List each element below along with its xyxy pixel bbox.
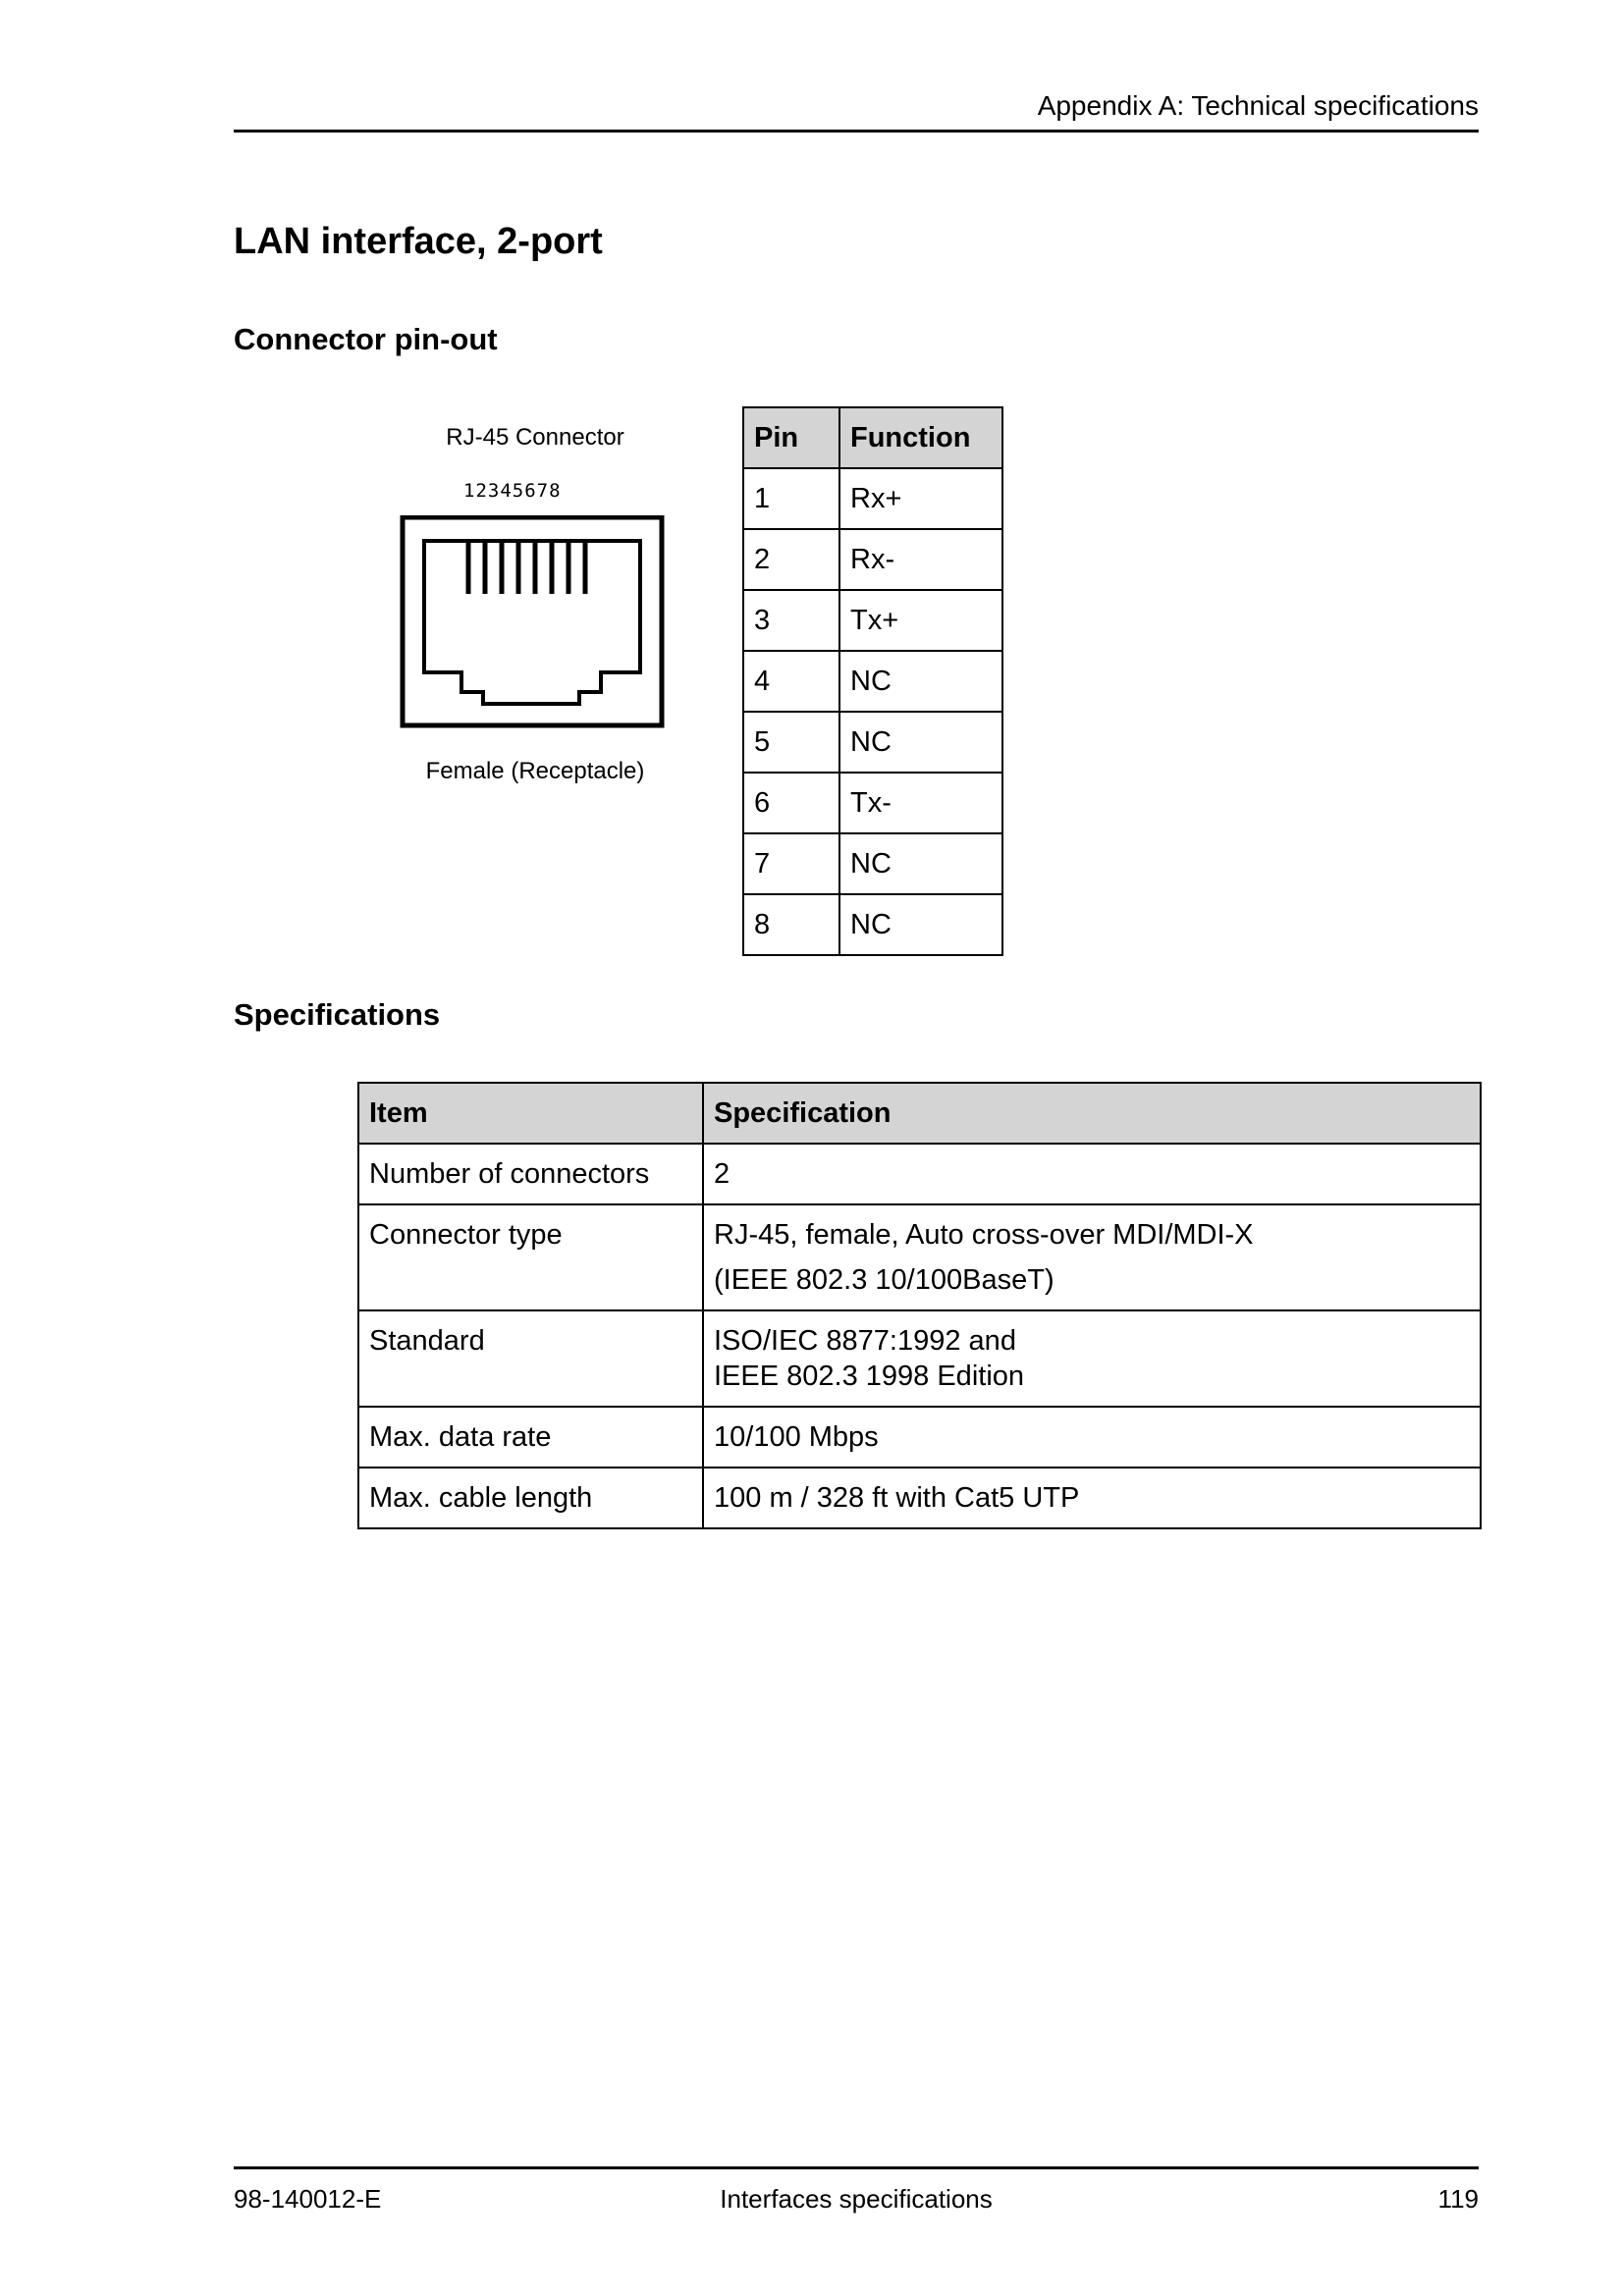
- pin-number: 2: [743, 529, 839, 590]
- pin-number: 3: [743, 590, 839, 651]
- section-title: LAN interface, 2-port: [234, 221, 603, 262]
- page-footer: [234, 2166, 1479, 2218]
- spec-value: [703, 1468, 1481, 1528]
- pinout-header-pin: Pin: [743, 407, 839, 468]
- pin-function: Rx+: [839, 468, 1002, 529]
- table-row: [743, 712, 1002, 773]
- figure-bottom-caption: Female (Receptacle): [425, 758, 645, 784]
- pin-number: 1: [743, 468, 839, 529]
- table-row: [743, 651, 1002, 712]
- receptacle-outer-frame: [403, 517, 662, 725]
- rj45-receptacle-diagram: [393, 515, 677, 771]
- table-row: [358, 1468, 1481, 1528]
- spec-value: [703, 1144, 1481, 1204]
- pin-number: 6: [743, 773, 839, 833]
- pin-function: NC: [839, 833, 1002, 894]
- spec-value-line: 2: [714, 1158, 730, 1190]
- pin-number: 7: [743, 833, 839, 894]
- spec-item: Max. cable length: [358, 1468, 703, 1528]
- figure-top-caption: RJ-45 Connector: [446, 424, 624, 451]
- spec-value-line: IEEE 802.3 1998 Edition: [714, 1361, 1025, 1392]
- table-row: [358, 1407, 1481, 1468]
- footer-chapter: Interfaces specifications: [720, 2184, 993, 2214]
- spec-header-item: Item: [358, 1083, 703, 1144]
- footer-doc-number: 98-140012-E: [234, 2184, 382, 2214]
- spec-item: Max. data rate: [358, 1407, 703, 1468]
- pinout-table: [742, 406, 1003, 956]
- spec-table-header-row: [358, 1083, 1481, 1144]
- spec-item: Number of connectors: [358, 1144, 703, 1204]
- page-header: [234, 86, 1479, 133]
- receptacle-contacts: [468, 543, 585, 594]
- spec-value-line: RJ-45, female, Auto cross-over MDI/MDI-X: [714, 1219, 1254, 1251]
- pin-function: Tx-: [839, 773, 1002, 833]
- pinout-table-header-row: [743, 407, 1002, 468]
- specifications-table: [357, 1082, 1482, 1529]
- pin-function: NC: [839, 894, 1002, 955]
- pin-function: Rx-: [839, 529, 1002, 590]
- pin-function: NC: [839, 651, 1002, 712]
- table-row: [358, 1144, 1481, 1204]
- spec-value: [703, 1204, 1481, 1310]
- table-row: [358, 1204, 1481, 1310]
- footer-page-number: 119: [1437, 2184, 1479, 2214]
- table-row: [743, 833, 1002, 894]
- spec-value-line: 100 m / 328 ft with Cat5 UTP: [714, 1482, 1080, 1514]
- spec-item: Standard: [358, 1310, 703, 1407]
- spec-value: [703, 1407, 1481, 1468]
- pin-number: 5: [743, 712, 839, 773]
- table-row: [743, 529, 1002, 590]
- table-row: [743, 894, 1002, 955]
- header-title: Appendix A: Technical specifications: [1037, 90, 1479, 121]
- spec-value: [703, 1310, 1481, 1407]
- pin-number: 8: [743, 894, 839, 955]
- spec-item: Connector type: [358, 1204, 703, 1310]
- spec-value-line: 10/100 Mbps: [714, 1421, 879, 1453]
- rj45-connector-figure: [393, 417, 677, 810]
- pinout-title: Connector pin-out: [234, 322, 498, 356]
- table-row: [358, 1310, 1481, 1407]
- table-row: [743, 773, 1002, 833]
- spec-value-line: ISO/IEC 8877:1992 and: [714, 1325, 1016, 1357]
- spec-value-line: (IEEE 802.3 10/100BaseT): [714, 1264, 1055, 1296]
- spec-header-specification: Specification: [703, 1083, 1481, 1144]
- pin-number: 4: [743, 651, 839, 712]
- table-row: [743, 468, 1002, 529]
- pin-function: NC: [839, 712, 1002, 773]
- figure-pin-numbers: 12345678: [463, 480, 562, 502]
- pinout-header-function: Function: [839, 407, 1002, 468]
- specifications-title: Specifications: [234, 997, 441, 1032]
- pin-function: Tx+: [839, 590, 1002, 651]
- table-row: [743, 590, 1002, 651]
- receptacle-opening-outline: [424, 541, 640, 704]
